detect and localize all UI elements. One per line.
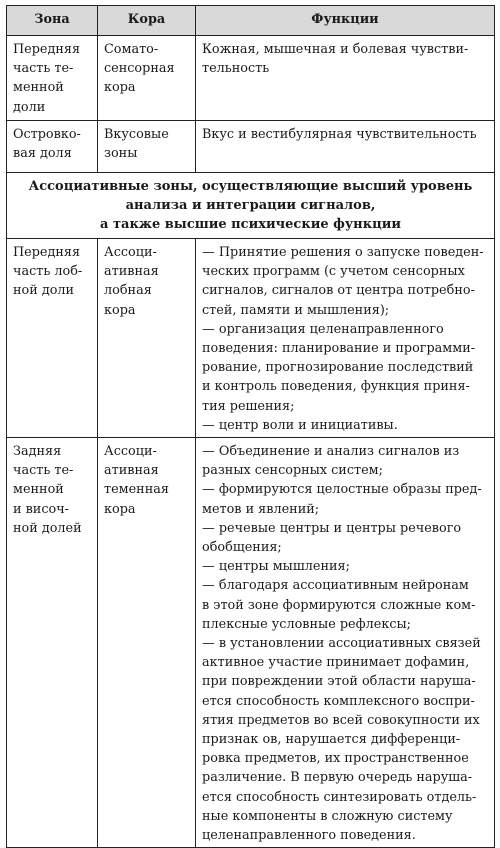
cell-line: сигналов, сигналов от центра потребно- — [202, 283, 475, 299]
cell-line: — в установлении ассоциативных связей — [202, 636, 481, 652]
cell-line: — благодаря ассоциативным нейронам — [202, 578, 469, 594]
cell-line: — организация целенаправленного — [202, 321, 444, 337]
cell-line: часть те- — [13, 61, 74, 77]
cell-line: Вкусовые — [104, 127, 169, 142]
cell-line: часть лоб- — [13, 264, 83, 280]
cell-line: тельность — [202, 61, 270, 77]
zone-cell — [7, 239, 98, 438]
cell-line: в этой зоне формируются сложные ком- — [202, 597, 476, 613]
cell-line: целенаправленного поведения. — [202, 828, 416, 844]
cell-line: Кожная, мышечная и болевая чувстви- — [202, 42, 469, 57]
cell-line: Сомато- — [104, 42, 159, 57]
header-zone: Зона — [7, 6, 98, 36]
cell-line: ятия предметов во всей совокупности их — [202, 712, 480, 728]
cell-line: менной — [13, 80, 64, 96]
cell-line: разных сенсорных систем; — [202, 463, 383, 479]
cell-line: стей, памяти и мышления); — [202, 302, 390, 318]
cortex-cell — [98, 121, 196, 173]
cortex-cell — [98, 239, 196, 438]
cell-line: различение. В первую очередь наруша- — [202, 770, 473, 786]
zone-cell — [7, 121, 98, 173]
cell-line: менной — [13, 482, 64, 498]
cell-line: — Принятие решения о запуске поведен- — [202, 245, 484, 260]
cell-line: ной доли — [13, 283, 75, 299]
cell-line: зоны — [104, 146, 138, 162]
cell-line: ативная — [104, 264, 159, 280]
cell-line: Задняя — [13, 444, 62, 460]
cell-line: признак ов, нарушается дифференци- — [202, 732, 461, 748]
cell-line: рование, прогнозирование последствий — [202, 360, 474, 376]
functions-cell — [196, 239, 495, 438]
cell-line: ные компоненты в сложную систему — [202, 808, 453, 824]
cell-line: кора — [104, 302, 136, 318]
cell-line: обобщения; — [202, 540, 282, 556]
cell-line: Передняя — [13, 245, 81, 260]
cell-line: активное участие принимает дофамин, — [202, 655, 470, 671]
zone-cell — [7, 438, 98, 848]
cell-line: — центр воли и инициативы. — [202, 417, 398, 433]
cell-line: ативная — [104, 463, 159, 479]
cell-line: — формируются целостные образы пред- — [202, 482, 482, 498]
cell-line: ческих программ (с учетом сенсорных — [202, 264, 465, 280]
cell-line: ровка предметов, их пространственное — [202, 751, 469, 767]
cell-line: кора — [104, 80, 136, 96]
cell-line: — Объединение и анализ сигналов из — [202, 444, 460, 460]
cell-line: лобная — [104, 283, 152, 299]
cell-line: и контроль поведения, функция приня- — [202, 379, 470, 395]
cell-line: ется способность синтезировать отдель- — [202, 789, 477, 805]
header-functions: Функции — [196, 6, 495, 36]
cell-line: поведения: планирование и программи- — [202, 341, 476, 357]
brain-zones-table — [6, 5, 495, 848]
cell-line: метов и явлений; — [202, 501, 320, 517]
cell-line: и височ- — [13, 501, 69, 517]
header-row — [7, 6, 495, 36]
table-row — [7, 36, 495, 121]
section-heading-line: анализа и интеграции сигналов, — [125, 198, 376, 213]
cell-line: сенсорная — [104, 61, 175, 77]
cell-line: Вкус и вестибулярная чувствительность — [202, 127, 477, 142]
cell-line: кора — [104, 501, 136, 517]
cell-line: доли — [13, 99, 46, 115]
cell-line: Передняя — [13, 42, 81, 57]
functions-cell — [196, 36, 495, 121]
cell-line: — речевые центры и центры речевого — [202, 520, 462, 536]
cortex-cell — [98, 438, 196, 848]
header-cortex: Кора — [98, 6, 196, 36]
zone-cell — [7, 36, 98, 121]
cell-line: ной долей — [13, 520, 82, 536]
cell-line: теменная — [104, 482, 169, 498]
cell-line: Островко- — [13, 127, 81, 142]
section-heading-line: а также высшие психические функции — [100, 217, 401, 232]
table-row — [7, 121, 495, 173]
cell-line: Ассоци- — [104, 245, 157, 260]
cell-line: при повреждении этой области наруша- — [202, 674, 476, 690]
section-heading-row — [7, 173, 495, 239]
cell-line: тия решения; — [202, 398, 295, 414]
cell-line: часть те- — [13, 463, 74, 479]
cortex-cell — [98, 36, 196, 121]
cell-line: ется способность комплексного воспри- — [202, 693, 475, 709]
cell-line: Ассоци- — [104, 444, 157, 460]
section-heading — [7, 173, 495, 239]
cell-line: плексные условные рефлексы; — [202, 616, 411, 632]
section-heading-line: Ассоциативные зоны, осуществляющие высший уровень — [28, 179, 473, 194]
functions-cell — [196, 438, 495, 848]
table-row — [7, 239, 495, 438]
functions-cell — [196, 121, 495, 173]
cell-line: — центры мышления; — [202, 559, 350, 575]
cell-line: вая доля — [13, 146, 72, 162]
table-row — [7, 438, 495, 848]
